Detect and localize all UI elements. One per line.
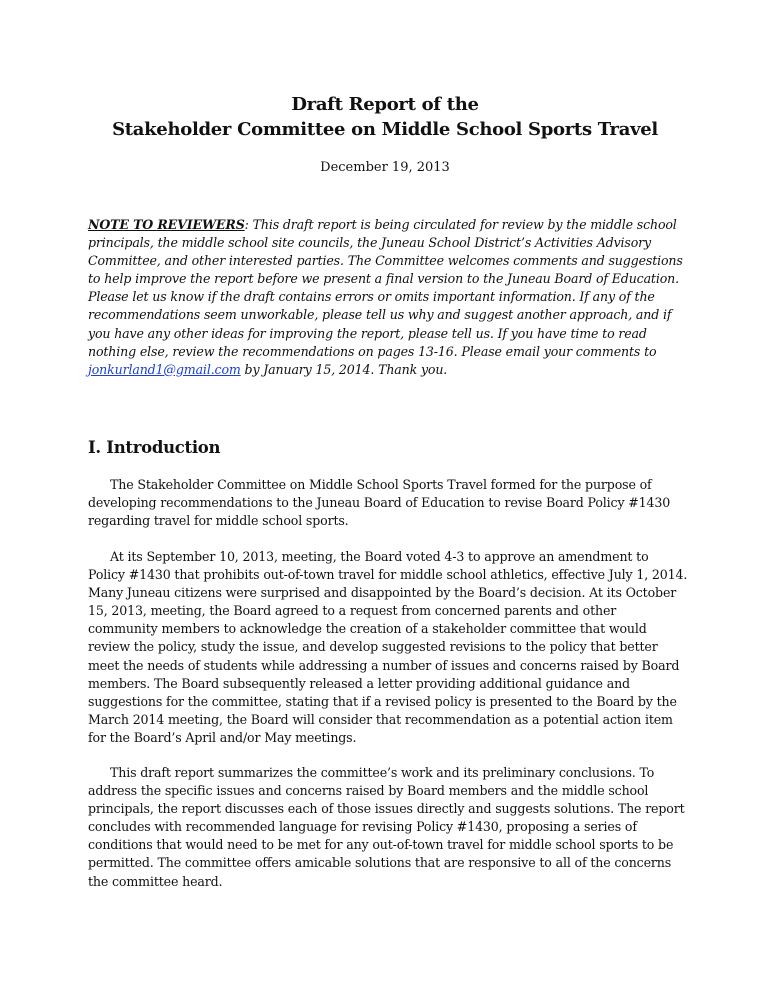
paragraph: At its September 10, 2013, meeting, the Board voted 4-3 to approve an amendment to Policy #1430 that prohibits out-of-town travel for middle school athletics, effective July 1, 2014. Many Juneau citizens were surprised and disappointed by the Board’s decision. At its October 15, 2013, meeting, the Board agreed to a request from concerned parents and other community members to acknowledge the creation of a stakeholder committee that would review the policy, study the issue, and develop suggested revisions to the policy that better meet the needs of students while addressing a number of issues and concerns raised by Board members. The Board subsequently released a letter providing additional guidance and suggestions for the committee, stating that if a revised policy is presented to the Board by the March 2014 meeting, the Board will consider that recommendation as a potential action item for the Board’s April and/or May meetings. bbox=[88, 549, 688, 745]
title-line-1: Draft Report of the bbox=[291, 94, 479, 115]
paragraph: This draft report summarizes the committee’s work and its preliminary conclusions. To address the specific issues and concerns raised by Board members and the middle school principals, the report discusses each of those issues directly and suggests solutions. The report concludes with recommended language for revising Policy #1430, proposing a series of conditions that would need to be met for any out-of-town travel for middle school sports to be permitted. The committee offers amicable solutions that are responsive to all of the concerns the committee heard. bbox=[88, 765, 685, 889]
note-body: This draft report is being circulated for review by the middle school principals, the middle school site councils, the Juneau School District’s Activities Advisory Committee, and other interested parties. The Committee welcomes comments and suggestions to help improve the report before we present a final version to the Juneau Board of Education. Please let us know if the draft contains errors or omits important information. If any of the recommendations seem unworkable, please tell us why and suggest another approach, and if you have any other ideas for improving the report, please tell us. If you have time to read nothing else, review the recommendations on pages 13-16. Please email your comments to bbox=[88, 217, 683, 359]
document-date: December 19, 2013 bbox=[320, 160, 450, 175]
note-colon: : bbox=[244, 217, 249, 232]
note-label: NOTE TO REVIEWERS bbox=[88, 217, 245, 232]
email-link[interactable]: jonkurland1@gmail.com bbox=[88, 361, 241, 377]
document-title bbox=[0, 92, 770, 142]
title-line-2: Stakeholder Committee on Middle School Sports Travel bbox=[112, 119, 658, 140]
note-to-reviewers bbox=[88, 216, 688, 379]
section-heading: I. Introduction bbox=[88, 438, 221, 457]
paragraph: The Stakeholder Committee on Middle School Sports Travel formed for the purpose of developing recommendations to the Juneau Board of Education to revise Board Policy #1430 regarding travel for middle school sports. bbox=[88, 477, 671, 529]
note-closing: by January 15, 2014. Thank you. bbox=[240, 361, 448, 377]
